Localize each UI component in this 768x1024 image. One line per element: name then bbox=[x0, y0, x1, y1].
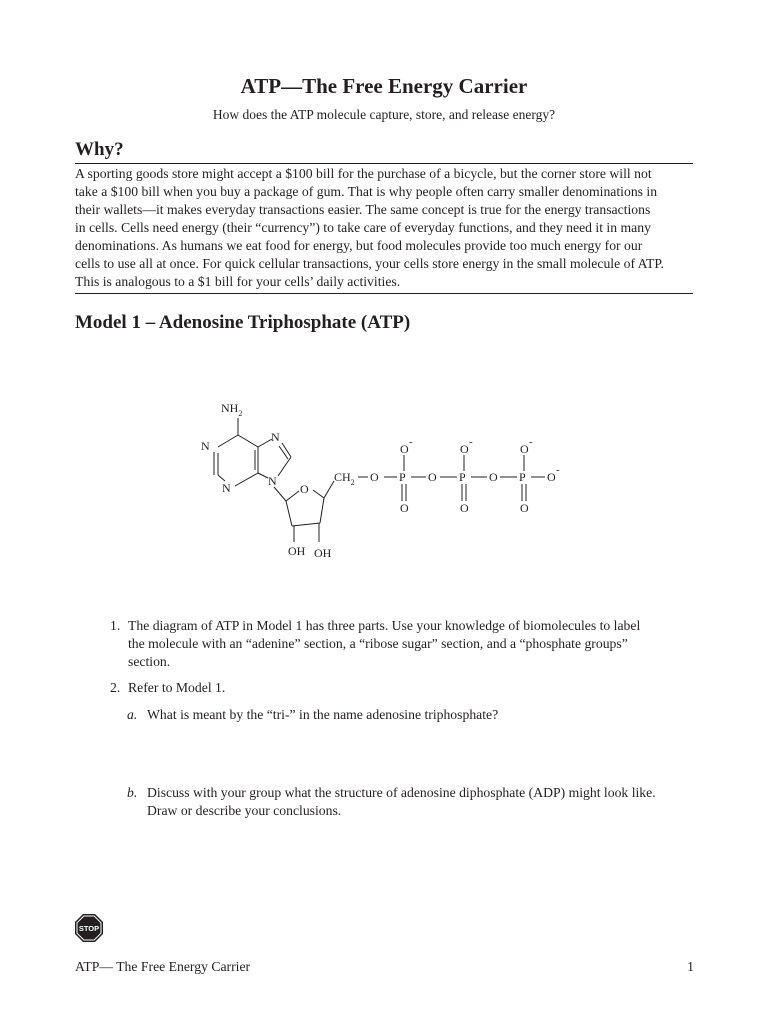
question-line: Discuss with your group what the structure of adenosine diphosphate (ADP) might look like. bbox=[147, 785, 656, 800]
sub-question-text bbox=[147, 706, 707, 724]
phosphate-o-label: O bbox=[520, 501, 529, 515]
why-line: cells to use all at once. For quick cellular transactions, your cells store energy in the small molecule of ATP. bbox=[75, 256, 664, 271]
phosphate-o-label: O bbox=[460, 501, 469, 515]
why-bottom-rule bbox=[75, 293, 693, 294]
phosphorus-label: P bbox=[519, 470, 526, 484]
stop-sign-icon bbox=[73, 912, 105, 944]
phosphate-o-label: O bbox=[400, 442, 409, 456]
negative-charge-label: - bbox=[409, 436, 413, 448]
why-line: A sporting goods store might accept a $100 bill for the purchase of a bicycle, but the corner store will not bbox=[75, 166, 652, 181]
why-line: take a $100 bill when you buy a package of gum. That is why people often carry smaller denominations in bbox=[75, 184, 658, 199]
oh-label: OH bbox=[288, 544, 306, 558]
phosphate-o-label: O bbox=[460, 442, 469, 456]
question-text bbox=[128, 679, 698, 697]
bridge-o-label: O bbox=[370, 470, 379, 484]
sub-question-letter: a. bbox=[127, 707, 138, 722]
negative-charge-label: - bbox=[529, 436, 533, 448]
svg-text:STOP: STOP bbox=[78, 924, 100, 933]
ring-n-label: N bbox=[268, 474, 277, 488]
why-heading: Why? bbox=[75, 139, 124, 160]
why-line: in cells. Cells need energy (their “currency”) to take care of everyday functions, and they need it in many bbox=[75, 220, 651, 235]
why-top-rule bbox=[75, 163, 693, 164]
ring-n-label: N bbox=[201, 439, 210, 453]
ribose-o-label: O bbox=[300, 482, 309, 496]
model-heading: Model 1 – Adenosine Triphosphate (ATP) bbox=[75, 312, 411, 333]
phosphorus-label: P bbox=[399, 470, 406, 484]
question-line: Refer to Model 1. bbox=[128, 680, 226, 695]
ch2-label: $CH_2$ bbox=[334, 470, 355, 487]
phosphate-o-label: O bbox=[520, 442, 529, 456]
oh-label: OH bbox=[314, 546, 332, 560]
question-line: The diagram of ATP in Model 1 has three parts. Use your knowledge of biomolecules to label bbox=[128, 618, 641, 633]
atp-structure-diagram bbox=[190, 395, 580, 570]
page-number: 1 bbox=[687, 959, 694, 974]
sub-question-text bbox=[147, 784, 707, 820]
why-line: This is analogous to a $1 bill for your cells’ daily activities. bbox=[75, 274, 401, 289]
bridge-o-label: O bbox=[428, 470, 437, 484]
question-line: the molecule with an “adenine” section, a “ribose sugar” section, and a “phosphate groups” bbox=[128, 636, 628, 651]
why-line: their wallets—it makes everyday transactions easier. The same concept is true for the energy transactions bbox=[75, 202, 651, 217]
phosphorus-label: P bbox=[459, 470, 466, 484]
ring-n-label: N bbox=[222, 481, 231, 495]
question-text bbox=[128, 617, 698, 671]
why-line: denominations. As humans we eat food for energy, but food molecules provide too much energy for our bbox=[75, 238, 643, 253]
nh2-label: $NH_2$ bbox=[221, 401, 243, 418]
ring-n-label: N bbox=[271, 430, 280, 444]
why-paragraph bbox=[75, 165, 695, 291]
page-title: ATP—The Free Energy Carrier bbox=[240, 74, 528, 98]
question-number: 2. bbox=[110, 680, 121, 695]
terminal-o-label: O bbox=[547, 470, 556, 484]
page-subtitle: How does the ATP molecule capture, store, and release energy? bbox=[212, 107, 556, 122]
negative-charge-label: - bbox=[469, 436, 473, 448]
question-number: 1. bbox=[110, 618, 121, 633]
phosphate-o-label: O bbox=[400, 501, 409, 515]
question-line: section. bbox=[128, 654, 171, 669]
question-line: What is meant by the “tri-” in the name adenosine triphosphate? bbox=[147, 707, 499, 722]
sub-question-letter: b. bbox=[127, 785, 138, 800]
question-line: Draw or describe your conclusions. bbox=[147, 803, 342, 818]
negative-charge-label: - bbox=[556, 464, 560, 476]
footer-title: ATP— The Free Energy Carrier bbox=[75, 959, 251, 974]
bridge-o-label: O bbox=[489, 470, 498, 484]
